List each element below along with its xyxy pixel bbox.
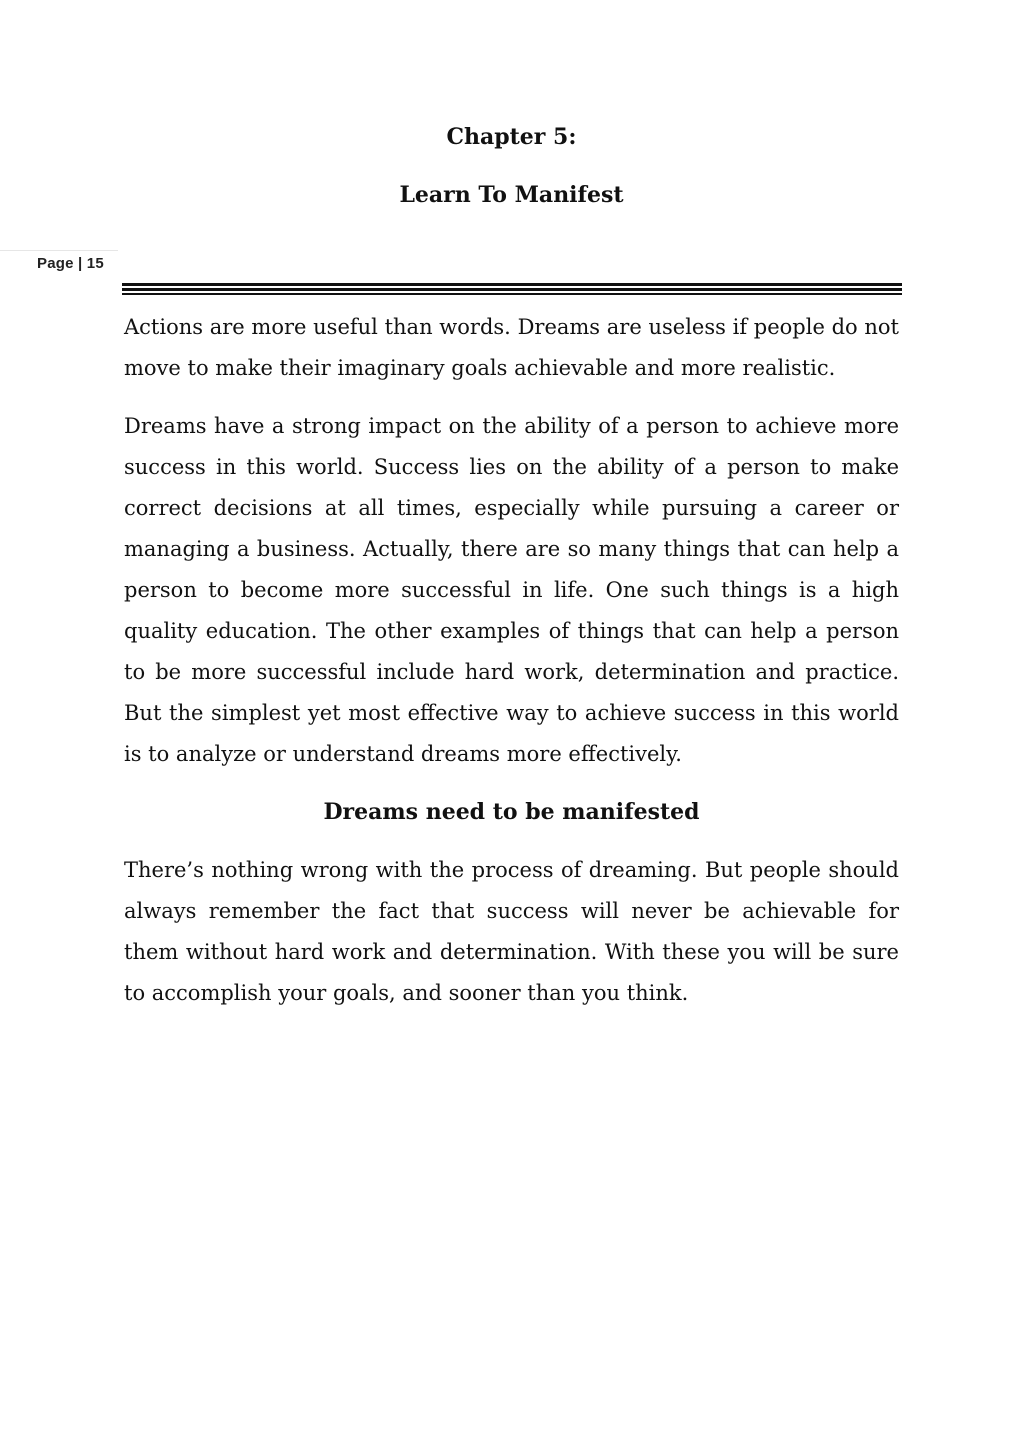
paragraph-conclusion: There’s nothing wrong with the process of dreaming. But people should always remember the fact that success will never be achievable for them without hard work and determination. With these you will be sure to accomplish your goals, and sooner than you think. — [124, 858, 899, 1005]
chapter-title: Chapter 5: — [446, 124, 577, 150]
header-rule-bottom — [122, 293, 902, 295]
chapter-subtitle: Learn To Manifest — [399, 182, 624, 208]
header-rule-middle — [122, 288, 902, 291]
page-margin-line — [0, 250, 118, 251]
page-number-label: Page | 15 — [37, 255, 104, 272]
section-heading: Dreams need to be manifested — [323, 799, 700, 825]
paragraph-intro: Actions are more useful than words. Dreams are useless if people do not move to make their imaginary goals achievable and more realistic. — [124, 315, 899, 380]
page-content — [124, 307, 899, 1031]
header-rule-top — [122, 283, 902, 286]
paragraph-dreams-impact: Dreams have a strong impact on the ability of a person to achieve more success in this world. Success lies on the ability of a person to make correct decisions at all times, especially while pursuing a career or managing a business. Actually, there are so many things that can help a person to become more successful in life. One such things is a high quality education. The other examples of things that can help a person to be more successful include hard work, determination and practice. But the simplest yet most effective way to achieve success in this world is to analyze or understand dreams more effectively. — [124, 414, 899, 766]
